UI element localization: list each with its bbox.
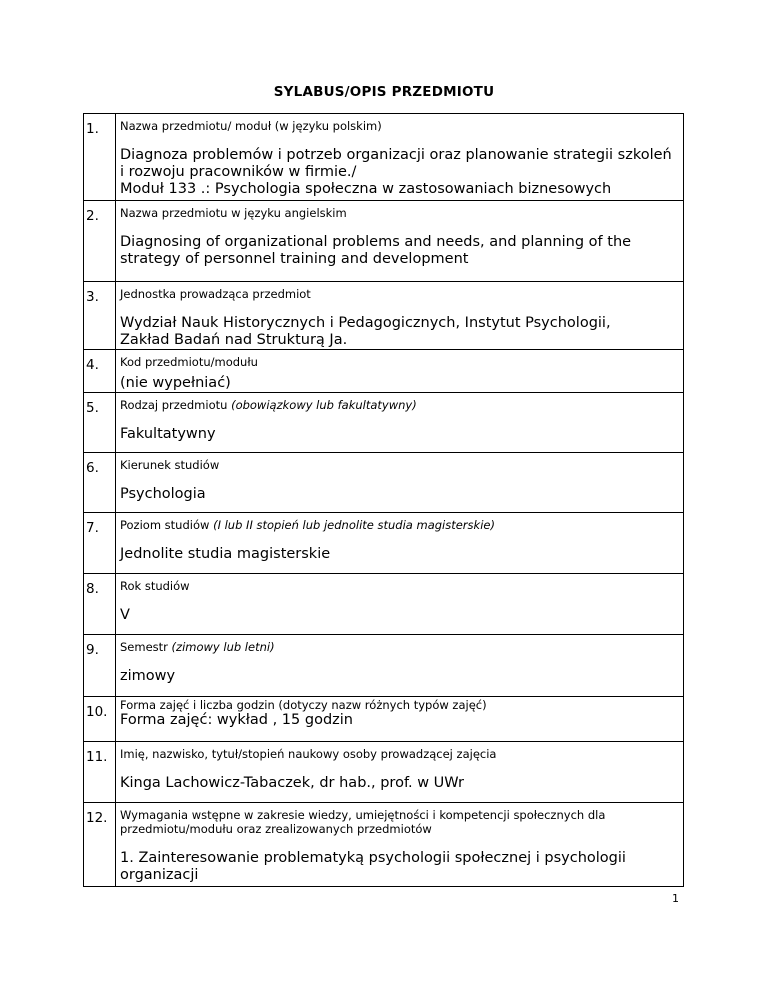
document-title: SYLABUS/OPIS PRZEDMIOTU [273, 84, 495, 100]
syllabus-table [83, 113, 684, 887]
row-number: 1. [84, 114, 116, 201]
table-row [84, 574, 684, 635]
field-label: Jednostka prowadząca przedmiot [120, 287, 311, 301]
row-number: 4. [84, 350, 116, 393]
row-number: 10. [84, 697, 116, 742]
table-row [84, 282, 684, 350]
row-number: 6. [84, 453, 116, 513]
field-label: Kierunek studiów [120, 458, 220, 472]
field-label: Imię, nazwisko, tytuł/stopień naukowy osoby prowadzącej zajęcia [120, 747, 497, 761]
field-value: Diagnosing of organizational problems and needs, and planning of the strategy of personnel training and development [120, 234, 632, 267]
field-label: Semestr (zimowy lub letni) [120, 640, 275, 654]
table-row [84, 742, 684, 803]
table-row [84, 114, 684, 201]
table-row [84, 453, 684, 513]
field-label: Nazwa przedmiotu w języku angielskim [120, 206, 347, 220]
field-value: Jednolite studia magisterskie [120, 546, 331, 562]
row-number: 11. [84, 742, 116, 803]
row-number: 8. [84, 574, 116, 635]
field-label: Rodzaj przedmiotu (obowiązkowy lub fakultatywny) [120, 398, 417, 412]
field-value: Wydział Nauk Historycznych i Pedagogicznych, Instytut Psychologii, Zakład Badań nad Strukturą Ja. [120, 315, 611, 348]
field-value: 1. Zainteresowanie problematyką psychologii społecznej i psychologii organizacji [120, 850, 626, 883]
field-value: Kinga Lachowicz-Tabaczek, dr hab., prof. w UWr [120, 775, 464, 791]
row-number: 7. [84, 513, 116, 574]
field-value: (nie wypełniać) [120, 375, 231, 391]
field-label: Nazwa przedmiotu/ moduł (w języku polskim) [120, 119, 382, 133]
row-number: 2. [84, 201, 116, 282]
page-number: 1 [672, 892, 679, 905]
field-label: Forma zajęć i liczba godzin (dotyczy nazw różnych typów zajęć) [120, 698, 487, 712]
table-row [84, 350, 684, 393]
table-row [84, 393, 684, 453]
table-row [84, 635, 684, 697]
row-number: 12. [84, 803, 116, 887]
table-row [84, 201, 684, 282]
field-value: Psychologia [120, 486, 206, 502]
field-value: zimowy [120, 668, 176, 684]
field-value: Forma zajęć: wykład , 15 godzin [120, 712, 353, 728]
row-number: 3. [84, 282, 116, 350]
table-row [84, 803, 684, 887]
table-row [84, 513, 684, 574]
field-label: Rok studiów [120, 579, 190, 593]
field-label: Wymagania wstępne w zakresie wiedzy, umiejętności i kompetencji społecznych dla przedmiotu/modułu oraz zrealizowanych przedmiotów [120, 808, 606, 836]
row-number: 5. [84, 393, 116, 453]
table-row [84, 697, 684, 742]
field-value: V [120, 607, 130, 623]
row-number: 9. [84, 635, 116, 697]
field-label: Kod przedmiotu/modułu [120, 355, 258, 369]
field-value: Fakultatywny [120, 426, 216, 442]
field-label: Poziom studiów (I lub II stopień lub jednolite studia magisterskie) [120, 518, 495, 532]
field-value: Diagnoza problemów i potrzeb organizacji oraz planowanie strategii szkoleń i rozwoju pracowników w firmie./ Moduł 133 .: Psychologia społeczna w zastosowaniach biznesowych [120, 147, 672, 197]
